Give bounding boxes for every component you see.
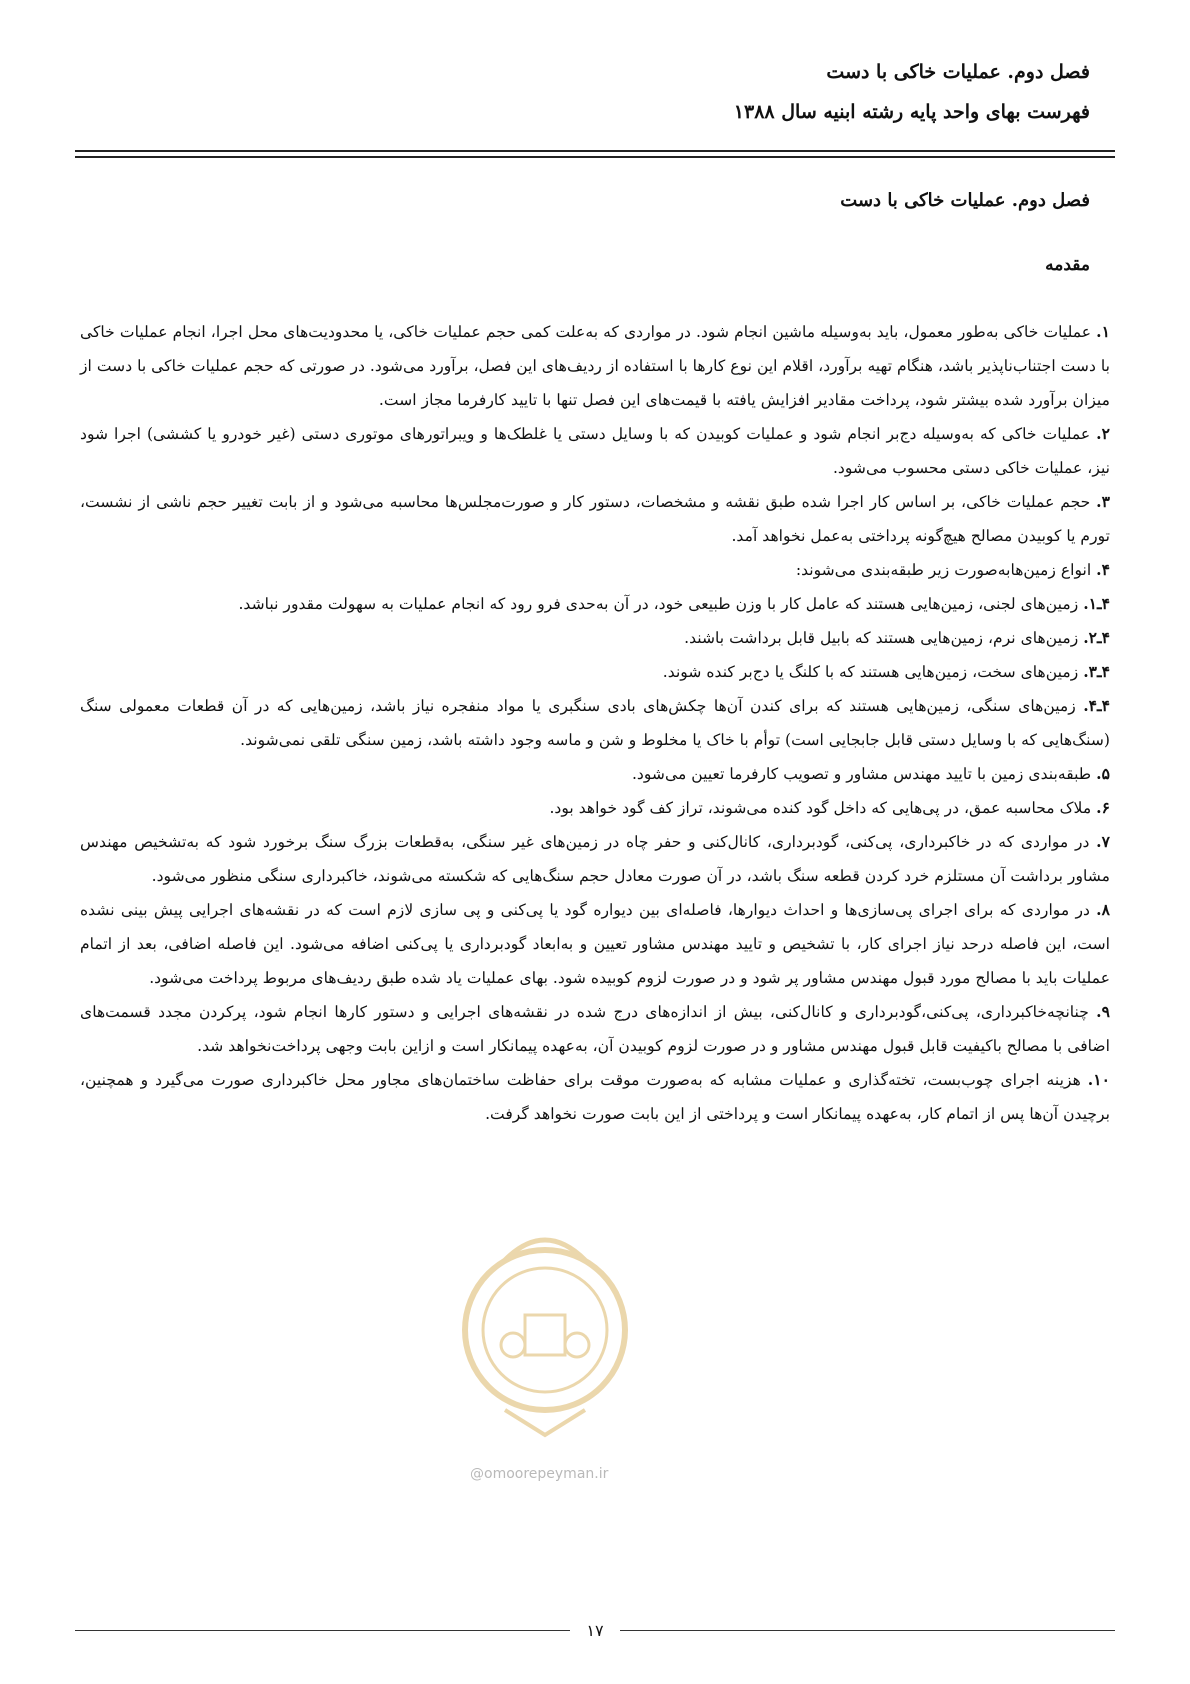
paragraph — [80, 655, 1110, 689]
paragraph — [80, 587, 1110, 621]
paragraph-number: ۴. — [1096, 560, 1110, 579]
watermark-logo-icon — [445, 1220, 645, 1450]
footer-rule-right — [620, 1630, 1115, 1631]
intro-heading: مقدمه — [1045, 255, 1090, 275]
paragraph — [80, 621, 1110, 655]
section-title: فصل دوم. عملیات خاکی با دست — [840, 190, 1090, 211]
page-header — [80, 52, 1090, 132]
paragraph-text: زمین‌های سنگی، زمین‌هایی هستند که برای کندن آن‌ها چکش‌های بادی سنگبری یا مواد منفجره نیاز باشد، زمین‌هایی که در آن قطعات معمولی سنگ (سنگ‌هایی که با وسایل دستی قابل جابجایی است) توأم با خاک یا مخلوط و شن و ماسه وجود داشته باشد، زمین سنگی تلقی نمی‌شوند. — [80, 697, 1110, 749]
paragraph-number: ۹. — [1096, 1002, 1110, 1021]
paragraph — [80, 417, 1110, 485]
footer-rule-left — [75, 1630, 570, 1631]
paragraph-number: ۴ـ۳. — [1083, 662, 1110, 681]
paragraph-number: ۷. — [1096, 832, 1110, 851]
paragraph-number: ۱. — [1096, 322, 1110, 341]
paragraph-text: ملاک محاسبه عمق، در پی‌هایی که داخل گود کنده می‌شوند، تراز کف گود خواهد بود. — [549, 799, 1097, 817]
paragraph-text: زمین‌های نرم، زمین‌هایی هستند که بابیل قابل برداشت باشند. — [684, 629, 1084, 647]
paragraph — [80, 791, 1110, 825]
paragraph-number: ۶. — [1096, 798, 1110, 817]
paragraph-number: ۴ـ۲. — [1083, 628, 1110, 647]
watermark-caption: @omoorepeyman.ir — [470, 1466, 609, 1482]
paragraph-text: انواع زمین‌هابه‌صورت زیر طبقه‌بندی می‌شوند: — [795, 561, 1097, 579]
paragraph-number: ۸. — [1096, 900, 1110, 919]
paragraph-number: ۱۰. — [1087, 1070, 1110, 1089]
paragraph-text: هزینه اجرای چوب‌بست، تخته‌گذاری و عملیات مشابه که به‌صورت موقت برای حفاظت ساختمان‌های مجاور محل خاکبرداری صورت می‌گیرد و همچنین، برچیدن آن‌ها پس از اتمام کار، به‌عهده پیمانکار است و پرداختی از این بابت صورت نخواهد گرفت. — [80, 1071, 1110, 1123]
paragraph-number: ۲. — [1096, 424, 1110, 443]
paragraph — [80, 315, 1110, 417]
paragraph-text: عملیات خاکی به‌طور معمول، باید به‌وسیله ماشین انجام شود. در مواردی که به‌علت کمی حجم عملیات خاکی، یا محدودیت‌های محل اجرا، انجام عملیات خاکی با دست اجتناب‌ناپذیر باشد، هنگام تهیه برآورد، اقلام این نوع کارها با استفاده از ردیف‌های این فصل، برآورد می‌شود. در صورتی که حجم عملیات خاکی با دست از میزان برآورد شده بیشتر شود، پرداخت مقادیر افزایش یافته با قیمت‌های این فصل تنها با تایید کارفرما مجاز است. — [80, 323, 1110, 409]
paragraph-text: زمین‌های سخت، زمین‌هایی هستند که با کلنگ یا دج‌بر کنده شوند. — [662, 663, 1084, 681]
paragraph-text: در مواردی که برای اجرای پی‌سازی‌ها و احداث دیوارها، فاصله‌ای بین دیواره گود یا پی‌کنی و پی سازی لازم است که در نقشه‌های اجرایی پیش بینی نشده است، این فاصله درحد نیاز اجرای کار، با تشخیص و تایید مهندس مشاور تعیین و به‌ابعاد گودبرداری یا پی‌کنی اضافه می‌شود. این فاصله اضافی، بعد از اتمام عملیات باید با مصالح مورد قبول مهندس مشاور پر شود و در صورت لزوم کوبیده شود. بهای عملیات یاد شده طبق ردیف‌های مربوط پرداخت می‌شود. — [80, 901, 1110, 987]
paragraph-text: حجم عملیات خاکی، بر اساس کار اجرا شده طبق نقشه و مشخصات، دستور کار و صورت‌مجلس‌ها محاسبه می‌شود و از بابت تغییر حجم ناشی از نشست، تورم یا کوبیدن مصالح هیچ‌گونه پرداختی به‌عمل نخواهد آمد. — [80, 493, 1110, 545]
paragraph-text: طبقه‌بندی زمین با تایید مهندس مشاور و تصویب کارفرما تعیین می‌شود. — [631, 765, 1097, 783]
paragraph — [80, 553, 1110, 587]
paragraph — [80, 1063, 1110, 1131]
header-document-title: فهرست بهای واحد پایه رشته ابنیه سال ۱۳۸۸ — [733, 101, 1090, 123]
paragraph — [80, 893, 1110, 995]
paragraph-text: در مواردی که در خاکبرداری، پی‌کنی، گودبرداری، کانال‌کنی و حفر چاه در زمین‌های غیر سنگی، به‌قطعات بزرگ سنگ برخورد شود که به‌تشخیص مهندس مشاور برداشت آن مستلزم خرد کردن قطعه سنگ باشد، در آن صورت معادل حجم سنگ‌هایی که شکسته می‌شوند، خاکبرداری سنگی منظور می‌شود. — [80, 833, 1110, 885]
paragraph-number: ۴ـ۱. — [1083, 594, 1110, 613]
paragraph — [80, 689, 1110, 757]
paragraph — [80, 757, 1110, 791]
page-content — [80, 190, 1110, 1131]
page-number: ۱۷ — [586, 1620, 604, 1640]
paragraph — [80, 995, 1110, 1063]
paragraph — [80, 485, 1110, 553]
paragraph-text: عملیات خاکی که به‌وسیله دج‌بر انجام شود و عملیات کوبیدن که با وسایل دستی یا غلطک‌ها و ویبراتورهای موتوری دستی (غیر خودرو یا کششی) اجرا شود نیز، عملیات خاکی دستی محسوب می‌شود. — [80, 425, 1110, 477]
header-chapter-title: فصل دوم. عملیات خاکی با دست — [826, 61, 1090, 83]
paragraph — [80, 825, 1110, 893]
paragraph-text: زمین‌های لجنی، زمین‌هایی هستند که عامل کار با وزن طبیعی خود، در آن به‌حدی فرو رود که انجام عملیات به سهولت مقدور نباشد. — [238, 595, 1084, 613]
page-footer — [75, 1620, 1115, 1640]
paragraph-text: چنانچه‌خاکبرداری، پی‌کنی،گودبرداری و کانال‌کنی، بیش از اندازه‌های درج شده در نقشه‌های اجرایی و دستور کارها انجام شود، پرکردن مجدد قسمت‌های اضافی با مصالح باکیفیت قابل قبول مهندس مشاور و در صورت لزوم کوبیدن آن، به‌عهده پیمانکار است و ازاین بابت وجهی پرداخت‌نخواهد شد. — [80, 1003, 1110, 1055]
paragraph-number: ۵. — [1096, 764, 1110, 783]
paragraph-number: ۳. — [1096, 492, 1110, 511]
paragraph-number: ۴ـ۴. — [1083, 696, 1110, 715]
header-double-rule — [75, 150, 1115, 158]
